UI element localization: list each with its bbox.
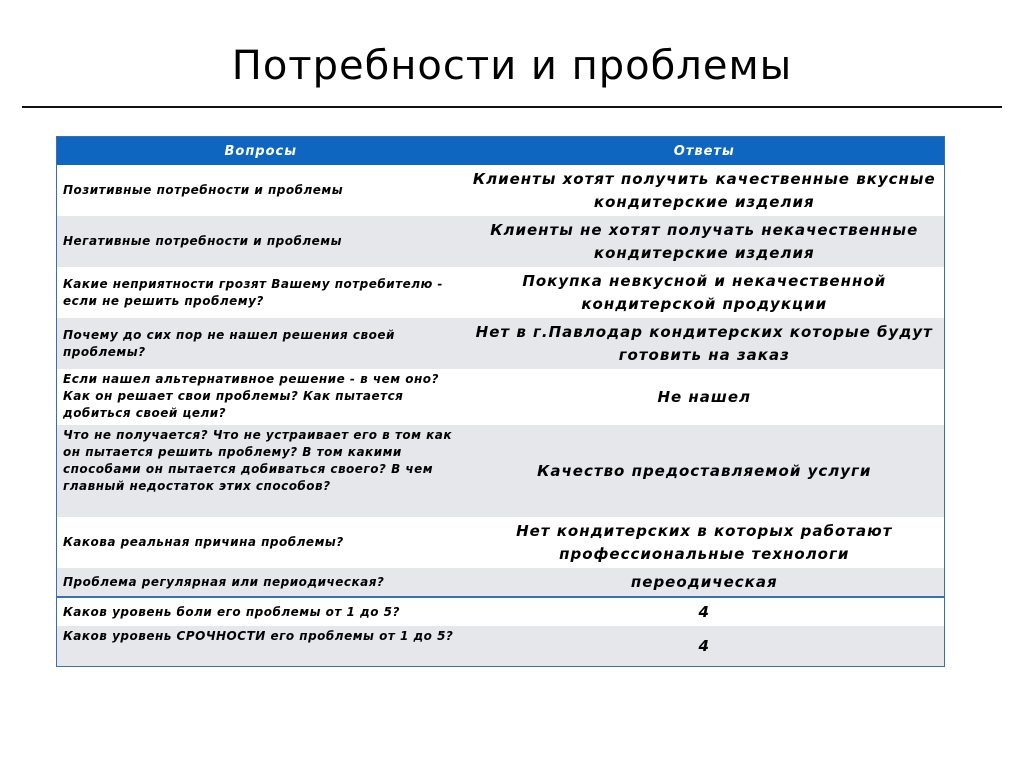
answer-cell: Покупка невкусной и некачественной кондитерской продукции [465,267,945,318]
question-cell: Что не получается? Что не устраивает его в том как он пытается решить проблему? В том какими способами он пытается добиваться своего? В чем главный недостаток этих способов? [57,425,465,517]
question-cell: Позитивные потребности и проблемы [57,165,465,216]
table-row [57,568,945,597]
column-header-questions: Вопросы [57,137,465,166]
table-row [57,425,945,517]
questions-answers-table [56,136,945,667]
table-row [57,626,945,666]
question-cell: Каков уровень СРОЧНОСТИ его проблемы от 1 до 5? [57,626,465,666]
title-divider [22,106,1002,108]
table-header-row [57,137,945,166]
question-cell: Негативные потребности и проблемы [57,216,465,267]
answer-cell: Не нашел [465,369,945,425]
answer-cell: Клиенты не хотят получать некачественные кондитерские изделия [465,216,945,267]
answer-cell: переодическая [465,568,945,597]
column-header-answers: Ответы [465,137,945,166]
answer-cell: 4 [465,597,945,626]
table-row [57,165,945,216]
question-cell: Почему до сих пор не нашел решения своей проблемы? [57,318,465,369]
table-row [57,597,945,626]
question-cell: Какие неприятности грозят Вашему потребителю - если не решить проблему? [57,267,465,318]
question-cell: Каков уровень боли его проблемы от 1 до 5? [57,597,465,626]
answer-cell: Клиенты хотят получить качественные вкусные кондитерские изделия [465,165,945,216]
table-row [57,216,945,267]
table-row [57,318,945,369]
table-row [57,267,945,318]
answer-cell: Нет кондитерских в которых работают профессиональные технологи [465,517,945,568]
answer-cell: 4 [465,626,945,666]
question-cell: Какова реальная причина проблемы? [57,517,465,568]
table-row [57,517,945,568]
question-cell: Проблема регулярная или периодическая? [57,568,465,597]
answer-cell: Качество предоставляемой услуги [465,425,945,517]
table-row [57,369,945,425]
question-cell: Если нашел альтернативное решение - в чем оно? Как он решает свои проблемы? Как пытается добиться своей цели? [57,369,465,425]
answer-cell: Нет в г.Павлодар кондитерских которые будут готовить на заказ [465,318,945,369]
page-title: Потребности и проблемы [231,43,793,89]
